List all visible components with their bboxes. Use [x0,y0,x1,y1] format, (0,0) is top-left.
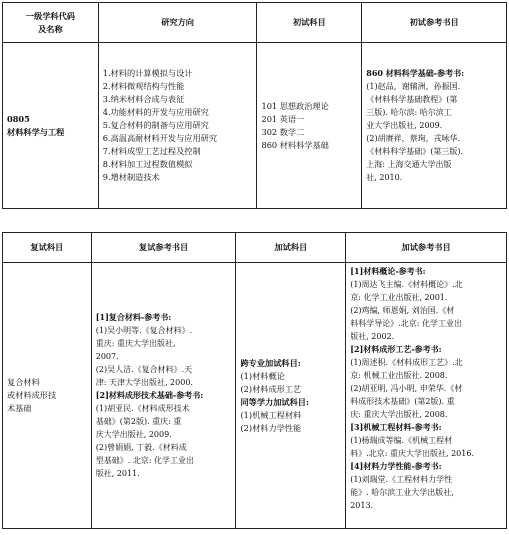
ref-line: 2013. [350,501,374,510]
ref-line: (1)周达飞主编.《材料概论》.北 [350,280,463,289]
extra-item: (2)材料成形工艺 [240,383,302,394]
subject-line: 或材料成形技 [7,390,57,400]
ref-line: 版社, 2011. [95,469,140,478]
ref-line: (2)吴人洁.《复合材料》.天 [95,365,193,374]
admission-table-2 [2,232,507,529]
ref-block-title: [2]材料成形工艺-参考书: [350,344,442,354]
extra-item: (1)机械工程材料 [240,409,302,420]
header-retest-reference: 复试参考书目 [91,233,236,263]
discipline-cell [3,43,99,209]
direction-item: 4.功能材料的开发与应用研究 [102,107,209,117]
header-extra-reference: 加试参考书目 [346,233,507,263]
direction-item: 7.材料成型工艺过程及控制 [102,146,201,156]
ref-line: 京: 化学工业出版社, 2001. [350,293,448,302]
direction-item: 8.材料加工过程数值模拟 [102,159,193,169]
ref-line: (1)杨瑞成等编.《机械工程材 [350,436,453,445]
ref-line: (1)刘瑞堂.《工程材料力学性 [350,475,453,484]
reference-cell [362,43,507,209]
admission-table-1 [2,2,507,209]
ref-block-title: [3]机械工程材料-参考书: [350,422,442,432]
ref-block-title: [2]材料成形技术基础-参考书: [95,390,204,400]
ref-line: 京: 机械工业出版社. 2008. [350,371,448,380]
discipline-name: 材料科学与工程 [7,126,65,137]
reference-line: 社, 2010. [366,173,403,182]
ref-block-title: [4]材料力学性能-参考书: [350,461,442,471]
extra-title: 跨专业加试科目: [240,357,301,368]
exams-cell [257,43,362,209]
ref-line: (1)吴小明等.《复合材料》. [95,326,193,335]
header-exam: 初试科目 [257,3,362,43]
extra-item: (1)材料概论 [240,370,285,381]
ref-line: 能》. 哈尔滨工业大学出版社, [350,488,454,497]
direction-item: 1.材料的计算模拟与设计 [102,68,193,78]
ref-line: 料成形技术基础》(第2版). 重 [350,397,455,406]
ref-line: 料科学导论》.北京: 化学工业出 [350,319,462,328]
ref-line: 2007. [95,352,119,361]
ref-line: 津: 天津大学出版社, 2000. [95,378,193,387]
subject-line: 复合材料 [7,377,40,387]
extra-subject-cell [236,263,346,529]
direction-item: 3.纳米材料合成与表征 [102,94,185,104]
exam-item: 201 英语一 [261,113,305,124]
ref-line: (2)胡亚明, 冯小明, 申荣华.《材 [350,384,463,393]
ref-block-title: [1]复合材料-参考书: [95,312,172,322]
header-direction: 研究方向 [98,3,257,43]
ref-block-title: [1]材料概论-参考书: [350,266,426,276]
exam-item: 860 材料科学基础 [261,139,329,150]
direction-item: 9.增材制造技术 [102,172,160,182]
retest-subject-cell [3,263,92,529]
subject-line: 术基础 [7,403,32,413]
header-discipline: 一级学科代码 及名称 [3,3,99,43]
direction-item: 2.材料微观结构与性能 [102,81,185,91]
reference-line: (1)赵品，谢辅洲，孙振国. [366,82,461,91]
retest-reference-cell [91,263,236,529]
ref-line: (1)胡亚民.《材料成形技术 [95,404,190,413]
extra-item: (2)材料力学性能 [240,422,302,433]
reference-line: 上海: 上海交通大学出版 [366,160,452,169]
ref-line: (2)鸡编, 师恩娟, 刘治国.《材 [350,306,455,315]
reference-line: (2)胡赓祥，蔡珣，戎咏华. [366,134,461,143]
reference-line: 《材料科学基础教程》(第 [366,95,458,104]
reference-line: 业大学出版社, 2009. [366,121,443,130]
ref-line: 重庆: 重庆大学出版社, [95,339,176,348]
ref-line: 庆: 重庆大学出版社, 2008. [350,410,448,419]
ref-line: 版社, 2002. [350,332,395,341]
reference-line: 《材料科学基础》(第三版). [366,147,464,156]
discipline-code: 0805 [7,113,30,124]
reference-line: 三版). 哈尔滨: 哈尔滨工 [366,108,452,117]
direction-item: 6.高温高耐材料开发与应用研究 [102,133,218,143]
reference-title: 860 材料科学基础-参考书: [366,68,465,78]
ref-line: 基础》(第2版). 重庆: 重 [95,417,182,426]
header-extra-subject: 加试科目 [236,233,346,263]
header-reference: 初试参考书目 [362,3,507,43]
ref-line: 型基础》. 北京: 化学工业出 [95,456,195,465]
extra-reference-cell [346,263,507,529]
ref-line: 庆大学出版社, 2009. [95,430,172,439]
header-retest-subject: 复试科目 [3,233,92,263]
ref-line: (1)周述积.《材料成形工艺》.北 [350,358,463,367]
exam-item: 101 思想政治理论 [261,100,329,111]
exam-item: 302 数学二 [261,126,305,137]
directions-cell [98,43,257,209]
direction-item: 5.复合材料的制备与应用研究 [102,120,209,130]
ref-line: 料》.北京: 重庆大学出版社, 2016. [350,449,474,458]
ref-line: (2)曾娟娟, 丁毅.《材料成 [95,443,187,452]
extra-title: 同等学力加试科目: [240,396,310,407]
